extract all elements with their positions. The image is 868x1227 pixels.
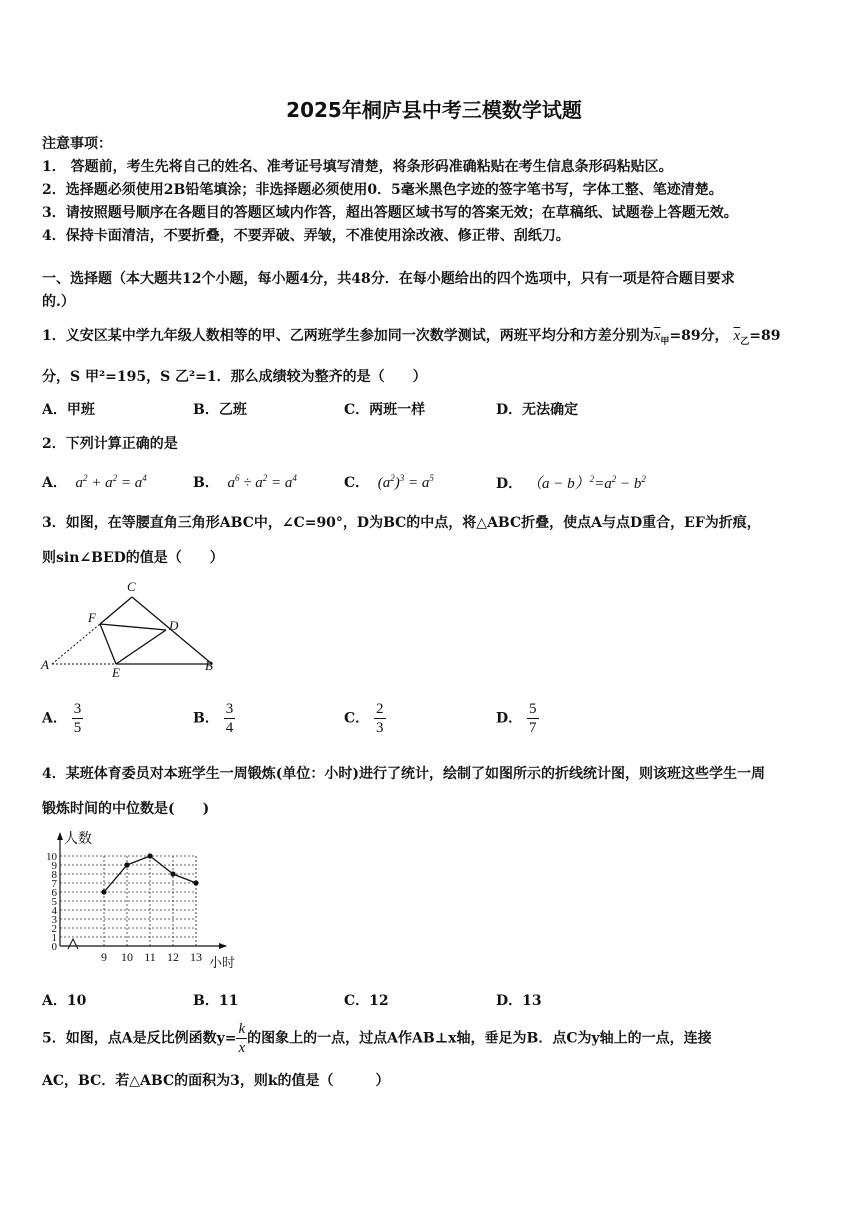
chart-data-point xyxy=(193,880,198,885)
chart-data-point xyxy=(124,862,129,867)
q3-dashed-af xyxy=(52,624,100,664)
q3-stem: 3．如图，在等腰直角三角形ABC中，∠C=90°，D为BC的中点，将△ABC折叠，使点A与点D重合，EF为折痕， xyxy=(42,515,761,531)
q3-option-d-fraction xyxy=(527,700,539,737)
fraction-denominator: x xyxy=(238,1040,246,1056)
q2-option-c-formula: $(a^2)^3 = a^5$ xyxy=(374,473,434,491)
q5-stem-line2: AC，BC．若△ABC的面积为3，则k的值是（ ） xyxy=(42,1073,390,1089)
chart-x-axis-arrow xyxy=(219,943,227,949)
q4-option-a: A．10 xyxy=(42,993,87,1009)
q1-stem-line2: 分，S 甲²=195，S 乙²=1．那么成绩较为整齐的是（ ） xyxy=(42,369,427,385)
notice-item-3: 3．请按照题号顺序在各题目的答题区域内作答，超出答题区域书写的答案无效；在草稿纸、试题卷上答题无效。 xyxy=(42,205,738,221)
chart-x-tick-label: 12 xyxy=(167,950,179,964)
notice-item-4: 4．保持卡面清洁，不要折叠，不要弄破、弄皱，不准使用涂改液、修正带、刮纸刀。 xyxy=(42,228,570,244)
chart-y-tick-label: 5 xyxy=(51,896,57,908)
chart-x-tick-label: 10 xyxy=(121,950,133,964)
page-title: 2025年桐庐县中考三模数学试题 xyxy=(286,98,582,122)
q3-fold-ef xyxy=(100,624,116,664)
q3-option-b-label: B． xyxy=(193,710,219,727)
q2-option-d xyxy=(496,472,646,493)
notice-item-2: 2．选择题必须使用2B铅笔填涂；非选择题必须使用0．5毫米黑色字迹的签字笔书写，字体工整、笔迹清楚。 xyxy=(42,182,723,198)
q3-label-f: F xyxy=(88,610,96,625)
chart-axis-break xyxy=(68,939,78,949)
q2-option-b-formula: $a^6 \div a^2 = a^4$ xyxy=(223,473,297,491)
q5-fraction xyxy=(236,1020,247,1057)
chart-y-tick-label: 4 xyxy=(51,905,57,917)
chart-y-ticks xyxy=(46,851,58,953)
q5-stem-part2: 的图象上的一点，过点A作AB⊥x轴，垂足为B．点C为y轴上的一点，连接 xyxy=(247,1030,712,1047)
chart-y-axis-arrow xyxy=(57,832,63,840)
chart-y-tick-label: 8 xyxy=(51,869,57,881)
q4-line-chart xyxy=(38,826,248,972)
q4-option-d: D．13 xyxy=(496,993,542,1009)
fraction-numerator: 3 xyxy=(225,701,234,717)
chart-data-point xyxy=(147,853,152,858)
chart-x-tick-label: 13 xyxy=(190,950,202,964)
chart-y-tick-label: 3 xyxy=(51,914,57,926)
q5-stem-part1: 5．如图，点A是反比例函数y= xyxy=(42,1030,237,1047)
q4-option-c: C．12 xyxy=(344,993,389,1009)
fraction-numerator: 2 xyxy=(376,701,384,717)
q5-stem xyxy=(42,1020,712,1057)
q2-option-b-label: B． xyxy=(193,475,219,491)
q3-segment-ed xyxy=(116,630,166,664)
chart-x-tick-label: 9 xyxy=(101,950,107,964)
chart-y-tick-label: 1 xyxy=(51,932,57,944)
fraction-numerator: 5 xyxy=(529,701,537,717)
chart-y-tick-label: 10 xyxy=(46,851,57,863)
chart-y-tick-label: 0 xyxy=(51,941,57,953)
chart-x-tick-label: 11 xyxy=(144,950,156,964)
q2-option-c-label: C． xyxy=(344,475,370,491)
q3-option-d xyxy=(496,700,539,737)
q3-option-c-label: C． xyxy=(344,710,370,727)
q3-label-e: E xyxy=(112,665,120,678)
chart-data-point xyxy=(170,871,175,876)
section-heading: 一、选择题（本大题共12个小题，每小题4分，共48分．在每小题给出的四个选项中，只有一项是符合题目要求 xyxy=(42,271,735,287)
fraction-numerator: k xyxy=(238,1021,246,1037)
q3-option-c-fraction xyxy=(374,700,386,737)
q3-option-d-label: D． xyxy=(496,710,523,727)
fraction-denominator: 7 xyxy=(529,720,537,736)
fraction-denominator: 5 xyxy=(73,720,82,736)
chart-y-tick-label: 7 xyxy=(51,878,57,890)
q1-mean-a: =89分， xyxy=(669,328,729,344)
q3-option-a xyxy=(42,700,83,737)
q3-segment-fd xyxy=(100,624,166,630)
q3-stem-line2: 则sin∠BED的值是（ ） xyxy=(42,550,224,566)
notice-item-1: 1． 答题前，考生先将自己的姓名、准考证号填写清楚，将条形码准确粘贴在考生信息条形码粘贴区。 xyxy=(42,159,673,175)
chart-x-ticks xyxy=(101,950,202,964)
q1-mean-a-sub: 甲 xyxy=(660,336,670,347)
chart-y-tick-label: 6 xyxy=(51,887,57,899)
q3-option-b-fraction xyxy=(224,700,236,737)
q1-mean-b: =89 xyxy=(749,328,781,344)
chart-y-tick-label: 2 xyxy=(51,923,57,935)
chart-y-axis-label: 人数 xyxy=(64,832,92,847)
fraction-denominator: 3 xyxy=(376,720,384,736)
q1-option-d: D．无法确定 xyxy=(496,402,579,418)
q4-stem: 4．某班体育委员对本班学生一周锻炼(单位：小时)进行了统计，绘制了如图所示的折线统计图，则该班这些学生一周 xyxy=(42,766,765,782)
q3-label-d: D xyxy=(169,618,179,633)
q2-option-d-label: D． xyxy=(496,476,523,492)
q4-stem-line2: 锻炼时间的中位数是( ) xyxy=(42,801,210,817)
q1-stem xyxy=(42,325,780,347)
q2-option-a-label: A． xyxy=(42,475,67,491)
q2-option-a-formula: $a^2 + a^2 = a^4$ xyxy=(71,473,147,491)
q1-mean-b-sub: 乙 xyxy=(740,336,750,347)
chart-x-axis-label: 小时 xyxy=(209,955,236,970)
fraction-denominator: 4 xyxy=(225,720,234,736)
q3-option-a-label: A． xyxy=(42,710,67,727)
q3-option-a-fraction xyxy=(72,700,84,737)
q3-label-b: B xyxy=(205,658,213,673)
q3-label-c: C xyxy=(127,579,136,594)
chart-axes xyxy=(57,832,227,949)
q2-option-b xyxy=(193,472,297,492)
q3-option-c xyxy=(344,700,386,737)
q3-option-b xyxy=(193,700,235,737)
q2-option-a xyxy=(42,472,147,492)
q1-stem-text: 1．义安区某中学九年级人数相等的甲、乙两班学生参加同一次数学测试，两班平均分和方差分别为 xyxy=(42,328,654,344)
q3-label-a: A xyxy=(41,657,49,672)
q3-side-cf xyxy=(100,597,132,624)
q2-option-c xyxy=(344,472,434,492)
q1-option-a: A．甲班 xyxy=(42,402,95,418)
section-heading-cont: 的.） xyxy=(42,294,75,310)
q1-option-c: C．两班一样 xyxy=(344,402,426,418)
notice-heading: 注意事项： xyxy=(42,136,112,152)
q3-triangle-figure xyxy=(38,578,218,678)
q2-stem: 2．下列计算正确的是 xyxy=(42,436,178,452)
q4-option-b: B．11 xyxy=(193,993,239,1009)
q2-option-d-formula: $(a - b)^2=a^2 - b^2$ xyxy=(527,474,646,492)
chart-grid xyxy=(60,856,196,946)
q1-mean-a-symbol: $\overline{x}$ xyxy=(653,328,661,344)
fraction-numerator: 3 xyxy=(73,701,82,717)
chart-y-tick-label: 9 xyxy=(51,860,57,872)
q1-mean-b-symbol: $\overline{x}$ xyxy=(733,328,741,344)
q1-option-b: B．乙班 xyxy=(193,402,247,418)
chart-data-point xyxy=(101,889,106,894)
